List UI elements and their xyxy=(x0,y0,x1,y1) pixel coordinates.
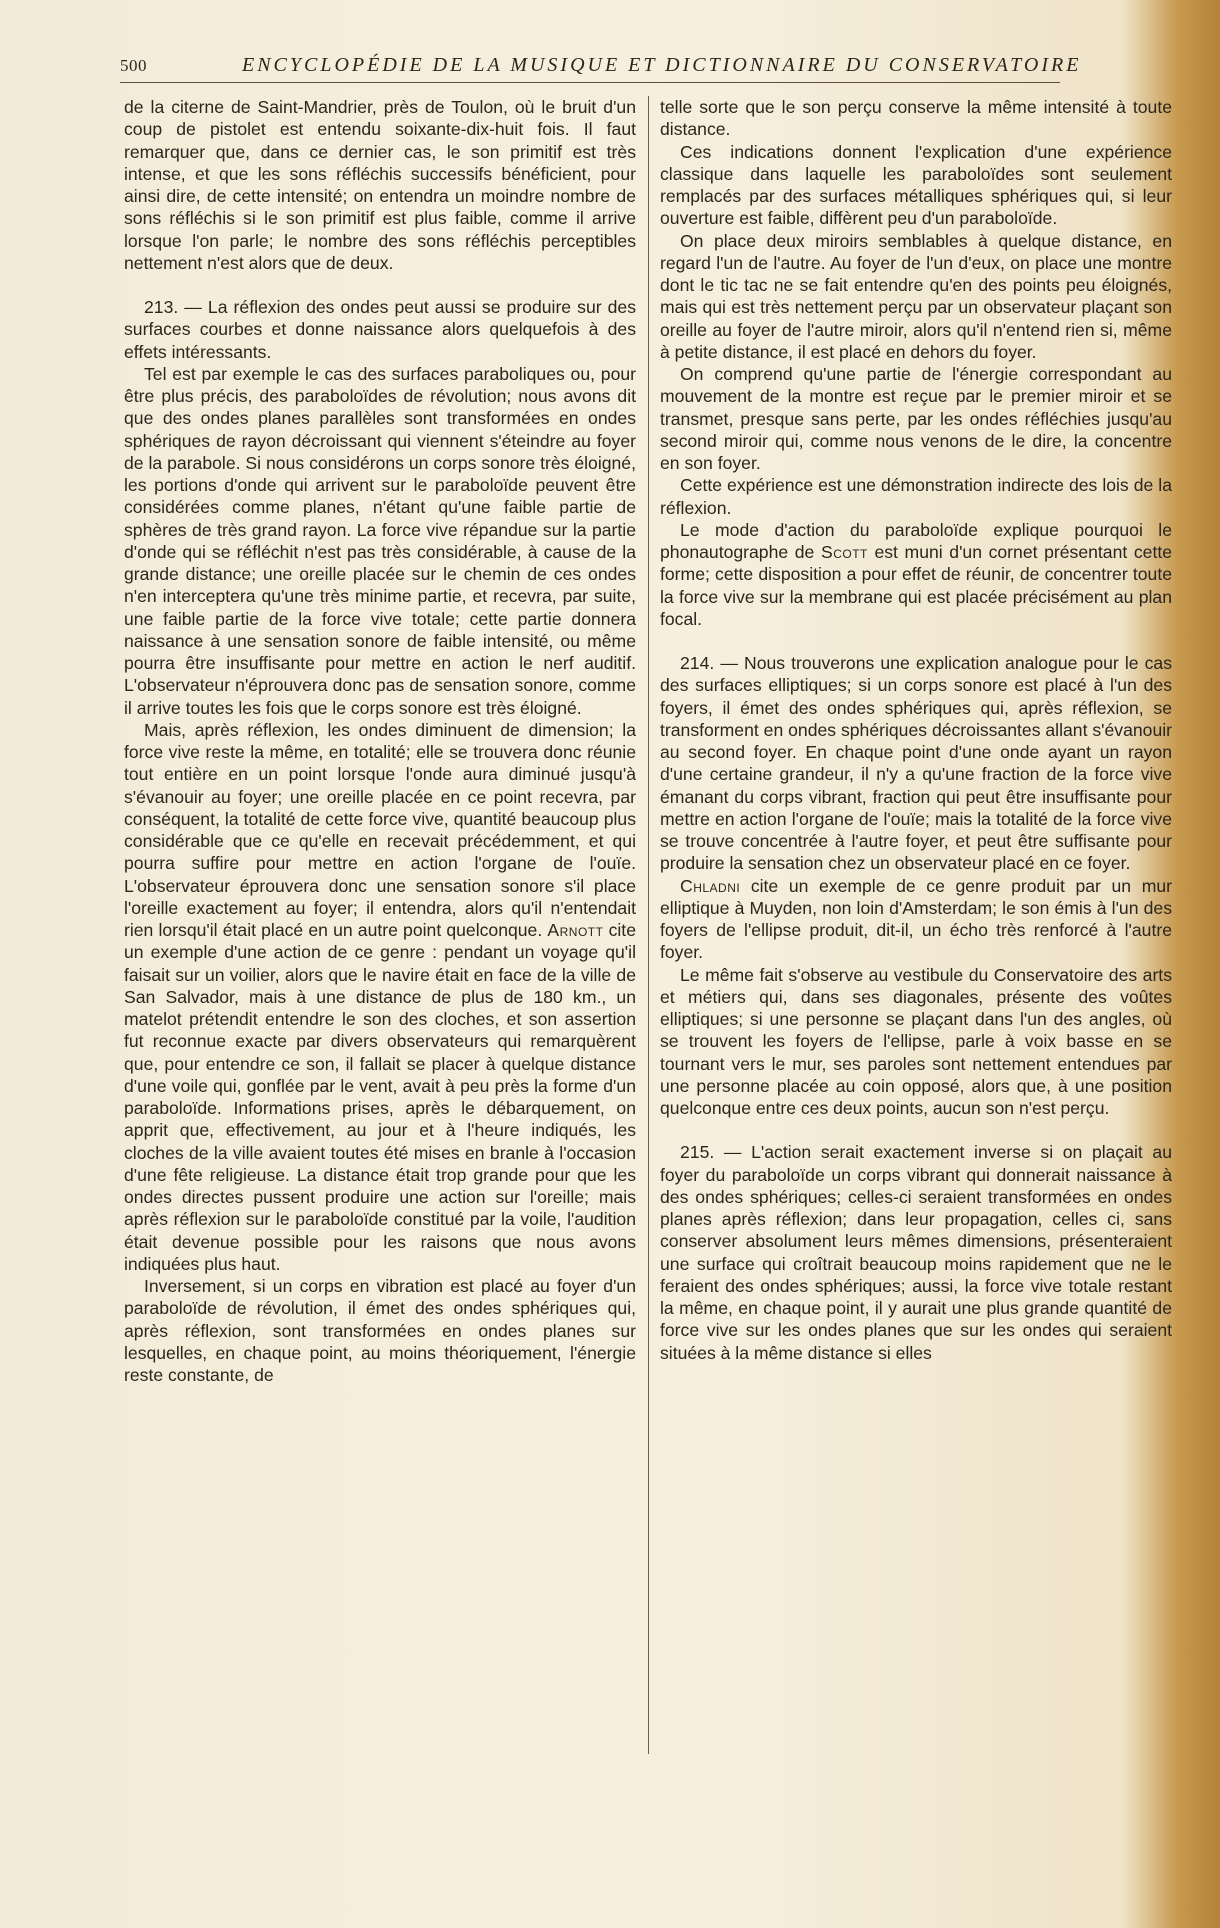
right-column xyxy=(660,96,1172,1364)
paragraph xyxy=(660,519,1172,630)
paragraph: Cette expérience est une démonstration indirecte des lois de la réflexion. xyxy=(660,475,1172,518)
paragraph: de la citerne de Saint-Mandrier, près de Toulon, où le bruit d'un coup de pistolet est entendu soixante-dix-huit fois. Il faut remarquer que, dans ce dernier cas, le son primitif est très intense, et que les sons réfléchis successifs bénéficient, pour ainsi dire, de cette intensité; on entendra un moindre nombre de sons réfléchis si le son primitif est plus faible, comme il arrive lorsque l'on parle; le nombre des sons réfléchis perceptibles nettement n'est alors que de deux. xyxy=(124,97,636,273)
column-divider xyxy=(648,96,649,1754)
paragraph: On place deux miroirs semblables à quelque distance, en regard l'un de l'autre. Au foyer de l'un d'eux, on place une montre dont le tic tac ne se fait entendre qu'en des points peu éloignés, mais qui est très nettement perçu par un observateur plaçant son oreille au foyer de l'autre miroir, alors qu'il n'entend rien si, même à petite distance, il est placé en dehors du foyer. xyxy=(660,230,1172,362)
paragraph: Ces indications donnent l'explication d'une expérience classique dans laquelle les paraboloïdes sont seulement remplacés par des surfaces métalliques sphériques qui, si leur ouverture est faible, diffèrent peu d'un paraboloïde. xyxy=(660,141,1172,229)
paragraph-lead: Le mode d'action du paraboloïde explique pourquoi le phonautographe de xyxy=(660,519,1172,562)
paragraph-continuation: cite un exemple d'une action de ce genre : pendant un voyage qu'il faisait sur un voilier, alors que le navire était en face de la ville de San Salvador, mais à une distance de plus de 180 km., un matelot prétendit entendre le son des cloches, et son assertion fut reconnue exacte par divers observateurs qui remarquèrent que, pour entendre ce son, il fallait se placer à quelque distance d'une voile qui, gonflée par le vent, avait à peu près la forme d'un paraboloïde. Informations prises, après le débarquement, on apprit que, effectivement, au jour et à l'heure indiqués, les cloches de la ville avaient toutes été mises en branle à l'occasion d'une fête religieuse. La distance était trop grande pour que les ondes directes pussent produire une action sur l'oreille; mais après réflexion sur le paraboloïde constitué par la voile, l'audition était devenue possible pour les raisons que nous avons indiquées plus haut. xyxy=(124,920,636,1274)
author-name: Chladni xyxy=(680,875,741,896)
running-header xyxy=(120,54,1082,83)
left-column xyxy=(124,96,636,1386)
author-name: Arnott xyxy=(547,920,604,940)
paragraph xyxy=(660,875,1172,964)
paragraph-text: est muni d'un cornet présentant cette forme; cette disposition a pour effet de réunir, de concentrer toute la force vive sur la membrane qui est placée précisément au plan focal. xyxy=(660,542,1172,629)
paragraph: Tel est par exemple le cas des surfaces paraboliques ou, pour être plus précis, des paraboloïdes de révolution; nous avons dit que des ondes planes parallèles sont transformées en ondes sphériques de rayon décroissant qui viennent s'éteindre au foyer de la parabole. Si nous considérons un corps sonore très éloigné, les portions d'onde qui arrivent sur le paraboloïde peuvent être considérées comme planes, n'étant qu'une faible partie de sphères de très grand rayon. La force vive répandue sur la partie d'onde qui se réfléchit n'est pas très considérable, à cause de la grande distance; une oreille placée sur le chemin de ces ondes n'en interceptera qu'une très minime partie, et recevra, par suite, une faible partie de la force vive totale; cette partie donnera naissance à une sensation sonore de faible intensité, ou même pourra être insuffisante pour mettre en action le nerf auditif. L'observateur n'éprouvera donc pas de sensation sonore, comme il arrive toutes les fois que le corps sonore est très éloigné. xyxy=(124,363,636,718)
author-name: Scott xyxy=(820,542,868,562)
paragraph: On comprend qu'une partie de l'énergie correspondant au mouvement de la montre est reçue par le premier miroir et se transmet, presque sans perte, par les ondes réfléchies jusqu'au second miroir qui, comme nous venons de le dire, la concentre en son foyer. xyxy=(660,364,1172,473)
paragraph-text: cite un exemple de ce genre produit par un mur elliptique à Muyden, non loin d'Amsterdam; le son émis à l'un des foyers de l'ellipse produit, dit-il, un écho très renforcé à l'autre foyer. xyxy=(660,875,1172,963)
section-paragraph: 213. — La réflexion des ondes peut aussi se produire sur des surfaces courbes et donne naissance alors quelquefois à des effets intéressants. xyxy=(124,297,636,362)
section-paragraph: 214. — Nous trouverons une explication analogue pour le cas des surfaces elliptiques; si un corps sonore est placé à l'un des foyers, il émet des ondes sphériques qui, après réflexion, se transforment en ondes sphériques décroissantes allant s'évanouir au second foyer. En chaque point d'une onde ayant un rayon d'une certaine grandeur, il n'y a qu'une fraction de la force vive émanant du corps vibrant, fraction qui peut être insuffisante pour mettre en action l'organe de l'ouïe; mais la totalité de la force vive se trouve concentrée à l'autre foyer, et peut être suffisante pour produire la sensation chez un observateur placé en ce foyer. xyxy=(660,653,1172,874)
paragraph: Inversement, si un corps en vibration est placé au foyer d'un paraboloïde de révolution, il émet des ondes sphériques qui, après réflexion, sont transformées en ondes planes sur lesquelles, en chaque point, au moins théoriquement, l'énergie reste constante, de xyxy=(124,1276,636,1385)
paragraph: telle sorte que le son perçu conserve la même intensité à toute distance. xyxy=(660,97,1172,140)
section-paragraph: 215. — L'action serait exactement inverse si on plaçait au foyer du paraboloïde un corps vibrant qui donnerait naissance à des ondes sphériques; celles-ci seraient transformées en ondes planes après réflexion; dans leur propagation, celles ci, sans conserver absolument leurs mêmes dimensions, présenteraient une surface qui croîtrait beaucoup moins rapidement que ne le feraient des ondes sphériques; aussi, la force vive totale restant la même, en chaque point, il y aurait une plus grande quantité de force vive sur les ondes planes que sur les ondes qui seraient situées à la même distance si elles xyxy=(660,1142,1172,1363)
running-title: ENCYCLOPÉDIE DE LA MUSIQUE ET DICTIONNAIRE DU CONSERVATOIRE xyxy=(242,54,1082,76)
page-number: 500 xyxy=(120,56,147,75)
paragraph: Mais, après réflexion, les ondes diminuent de dimension; la force vive reste la même, en totalité; elle se trouvera donc réunie tout entière en un point lorsque l'onde aura diminué jusqu'à s'évanouir au foyer; une oreille placée en ce point recevra, par conséquent, la totalité de cette force vive, quantité beaucoup plus considérable que ce qu'elle en recevait précédemment, et qui pourra suffire pour mettre en action l'organe de l'ouïe. L'observateur éprouvera donc une sensation sonore s'il place l'oreille exactement au foyer; il entendra, alors qu'il n'entendait rien lorsqu'il était placé en un autre point quelconque. Arnott cite un exemple d'une action de ce genre : pendant un voyage qu'il faisait sur un voilier, alors que le navire était en face de la ville de San Salvador, mais à une distance de plus de 180 km., un matelot prétendit entendre le son des cloches, et son assertion fut reconnue exacte par divers observateurs qui remarquèrent que, pour entendre ce son, il fallait se placer à quelque distance d'une voile qui, gonflée par le vent, avait à peu près la forme d'un paraboloïde. Informations prises, après le débarquement, on apprit que, effectivement, au jour et à l'heure indiqués, les cloches de la ville avaient toutes été mises en branle à l'occasion d'une fête religieuse. La distance était trop grande pour que les ondes directes pussent produire une action sur l'oreille; mais après réflexion sur le paraboloïde constitué par la voile, l'audition était devenue possible pour les raisons que nous avons indiquées plus haut. xyxy=(124,719,636,1274)
paragraph: Le même fait s'observe au vestibule du Conservatoire des arts et métiers qui, dans ses diagonales, présente des voûtes elliptiques; si une personne se plaçant dans l'un des angles, où se trouvent les foyers de l'ellipse, parle à voix basse en se tournant vers le mur, ses paroles sont nettement entendues par une personne placée au coin opposé, alors que, à une position quelconque entre ces deux points, aucun son n'est perçu. xyxy=(660,964,1172,1118)
